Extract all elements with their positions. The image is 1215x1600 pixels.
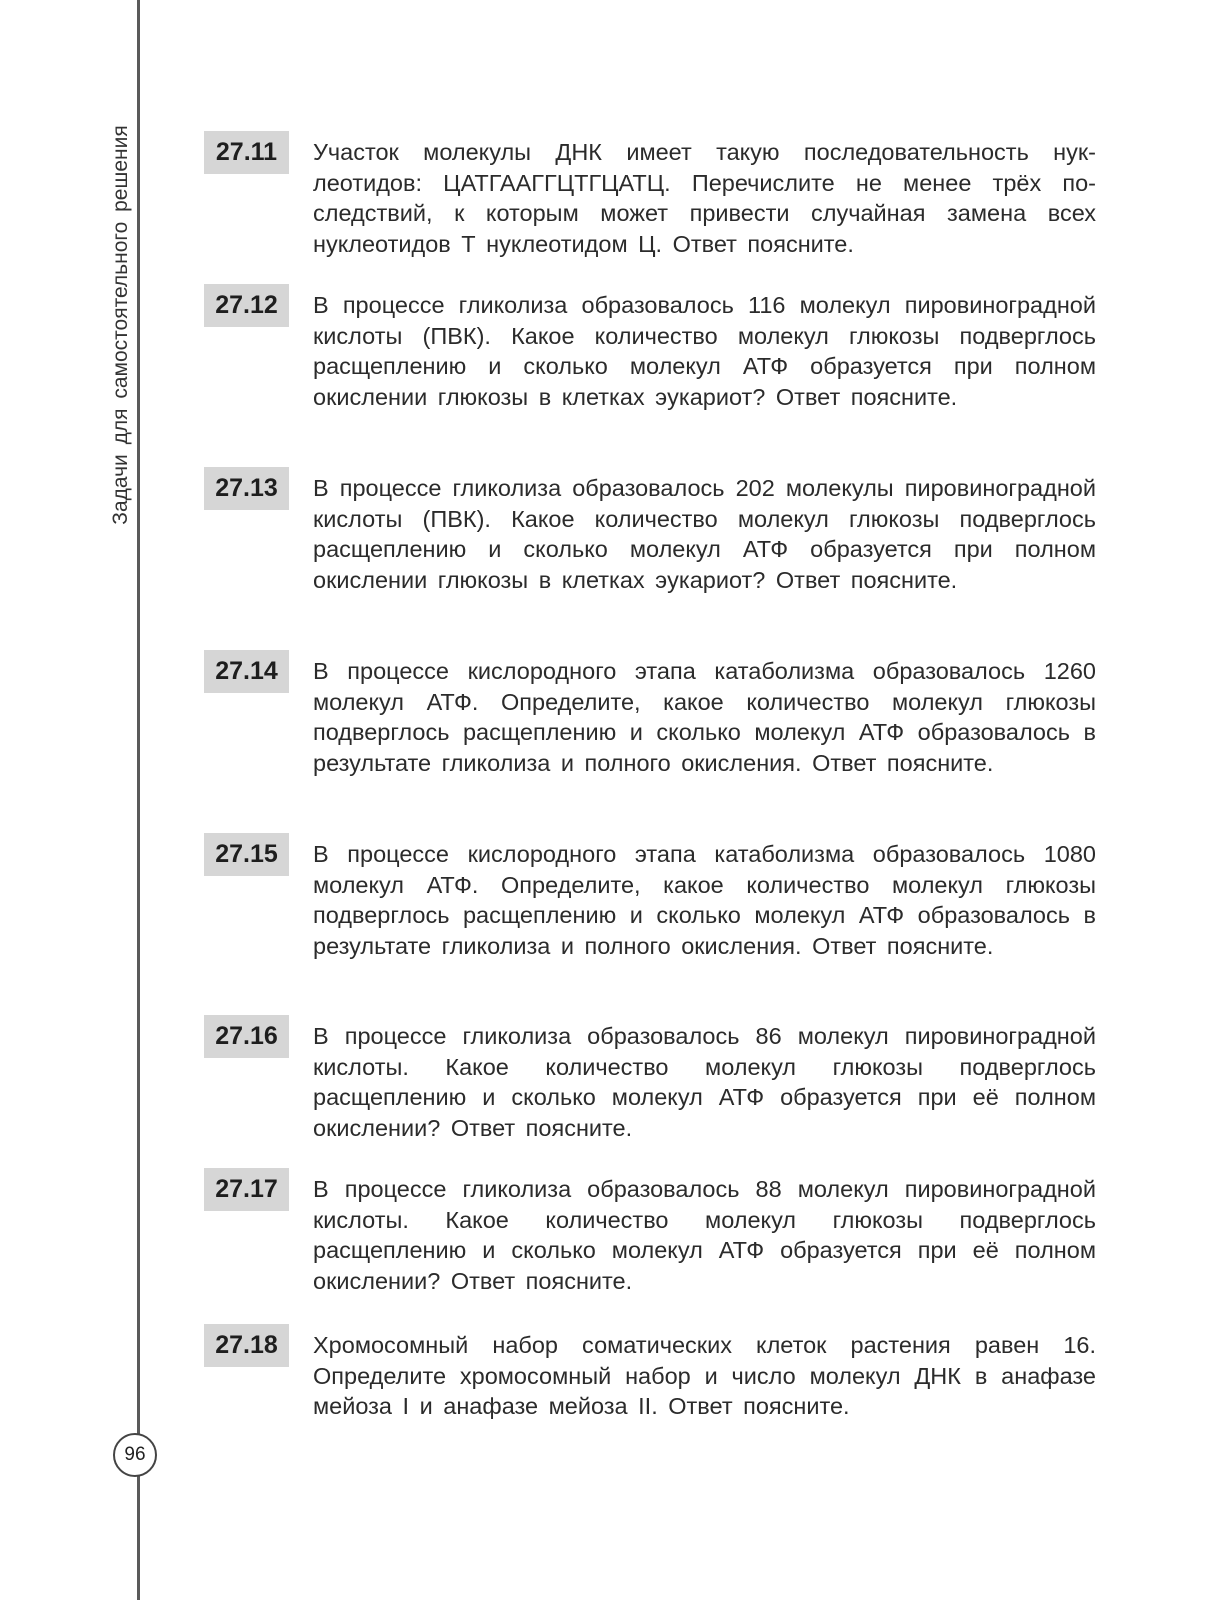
task-number-badge: 27.11: [204, 131, 289, 174]
task-text: В процессе гликолиза образовалось 202 молекулы пировиноградной кислоты (ПВК). Какое количество молекул глюкозы подверглось расщеплению и сколько молекул АТФ образуется при полном окислении глюкозы в клетках эукариот? Ответ поясните.: [313, 475, 1096, 593]
task-number-badge: 27.14: [204, 650, 289, 693]
task-text: В процессе гликолиза образовалось 86 молекул пировиноградной кислоты. Какое количество молекул глюкозы подверглось расщеплению и сколько молекул АТФ образуется при её полном окислении? Ответ поясните.: [313, 1023, 1096, 1141]
margin-rule: [137, 0, 140, 1600]
task-number-badge: 27.17: [204, 1168, 289, 1211]
page-number: 96: [113, 1433, 157, 1477]
task-number-badge: 27.15: [204, 833, 289, 876]
task-number-badge: 27.12: [204, 284, 289, 327]
task-text: Участок молекулы ДНК имеет такую последовательность нуклеотидов: ЦАТГААГГЦТГЦАТЦ. Перечислите не менее трёх последствий, к которым может привести случайная замена всех нуклеотидов Т нуклеотидом Ц. Ответ поясните.: [313, 139, 1096, 257]
task-number-badge: 27.13: [204, 467, 289, 510]
task-text: В процессе гликолиза образовалось 116 молекул пировиноградной кислоты (ПВК). Какое количество молекул глюкозы подверглось расщеплению и сколько молекул АТФ образуется при полном окислении глюкозы в клетках эукариот? Ответ поясните.: [313, 292, 1096, 410]
task-text: В процессе кислородного этапа катаболизма образовалось 1080 молекул АТФ. Определите, какое количество молекул глюкозы подверглось расщеплению и сколько молекул АТФ образовалось в результате гликолиза и полного окисления. Ответ поясните.: [313, 841, 1096, 959]
running-header: Задачи для самостоятельного решения: [109, 125, 132, 525]
task-number-badge: 27.18: [204, 1324, 289, 1367]
task-number-badge: 27.16: [204, 1015, 289, 1058]
task-text: В процессе гликолиза образовалось 88 молекул пировиноградной кислоты. Какое количество молекул глюкозы подверглось расщеплению и сколько молекул АТФ образуется при её полном окислении? Ответ поясните.: [313, 1176, 1096, 1294]
task-text: Хромосомный набор соматических клеток растения равен 16. Определите хромосомный набор и число молекул ДНК в анафазе мейоза I и анафазе мейоза II. Ответ поясните.: [313, 1332, 1096, 1419]
task-text: В процессе кислородного этапа катаболизма образовалось 1260 молекул АТФ. Определите, какое количество молекул глюкозы подверглось расщеплению и сколько молекул АТФ образовалось в результате гликолиза и полного окисления. Ответ поясните.: [313, 658, 1096, 776]
